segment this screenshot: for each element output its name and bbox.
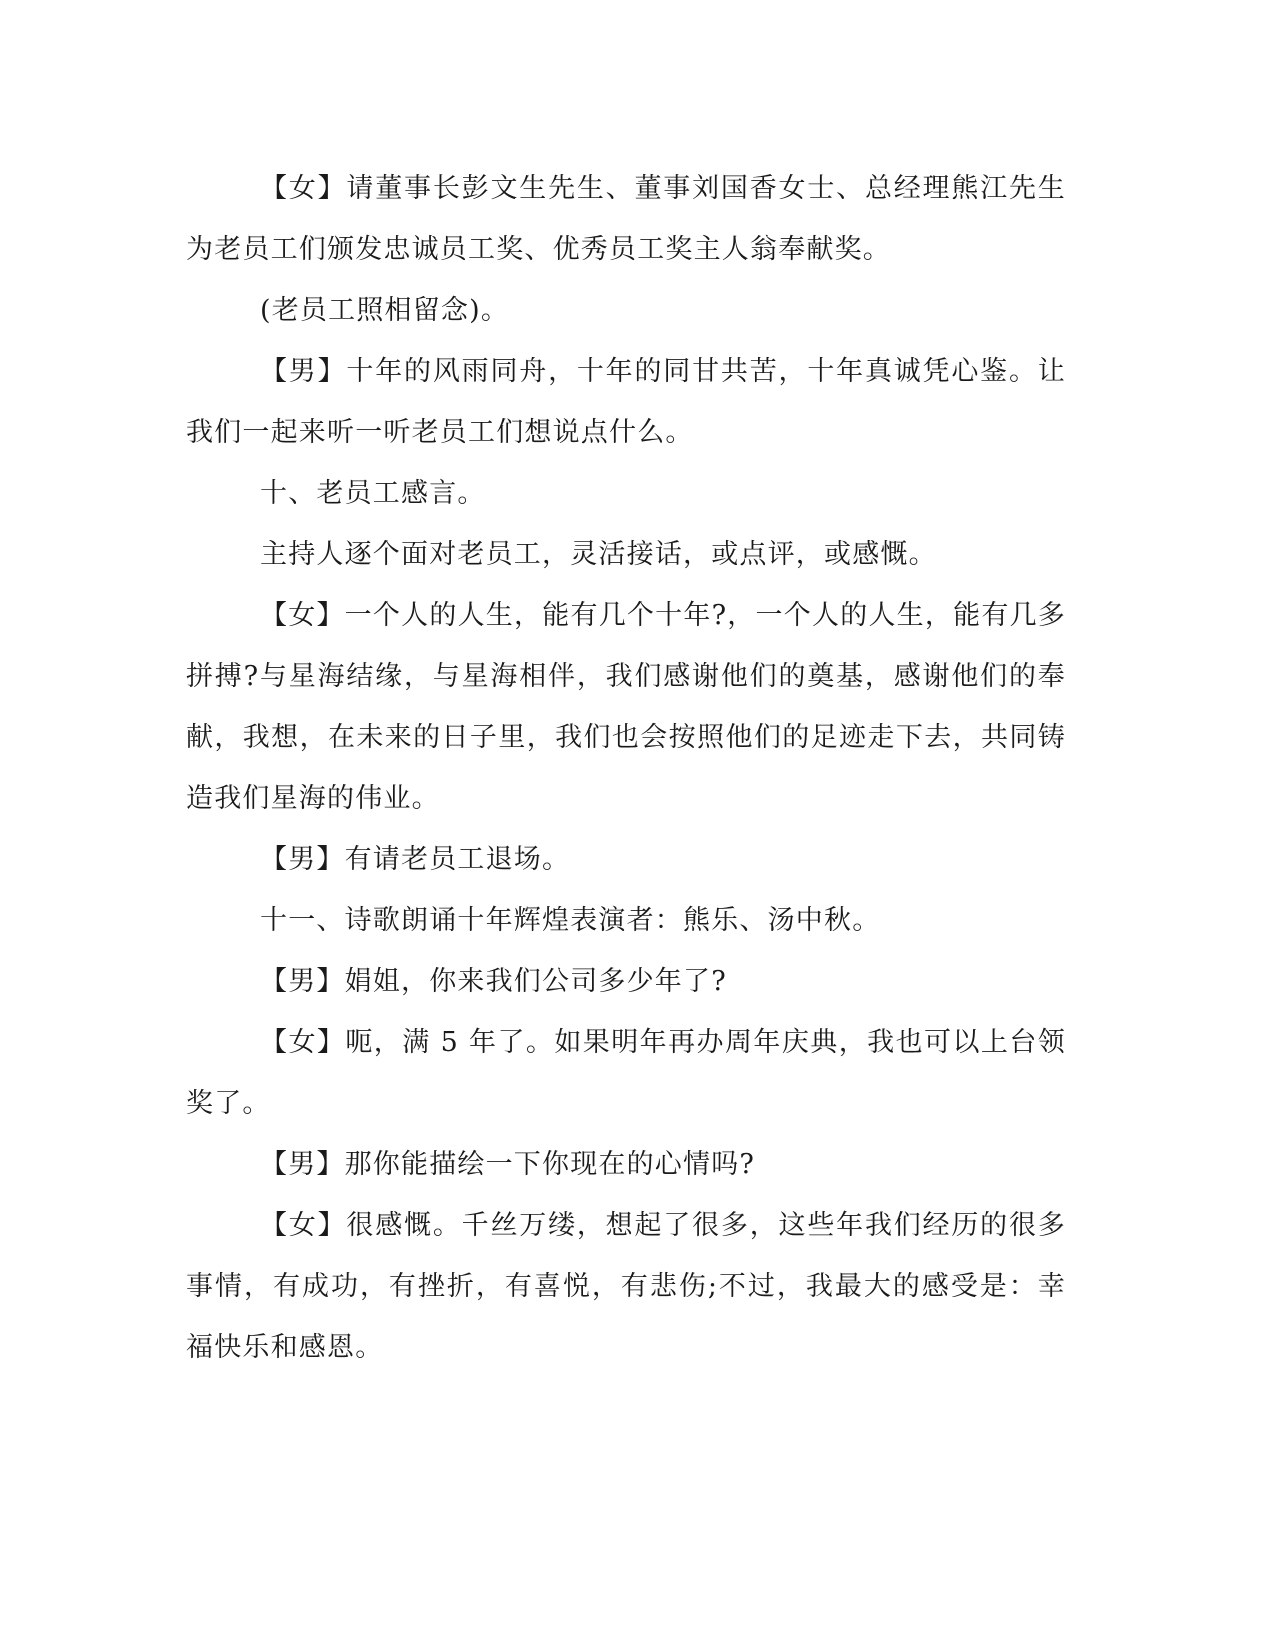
paragraph-life-decades: 【女】一个人的人生，能有几个十年?，一个人的人生，能有几多拼搏?与星海结缘，与星海相伴，我们感谢他们的奠基，感谢他们的奉献，我想，在未来的日子里，我们也会按照他们的足迹走下去，共同铸造我们星海的伟业。 [186,600,1066,814]
paragraph-host-instruction: 主持人逐个面对老员工，灵活接话，或点评，或感慨。 [260,539,937,570]
paragraph-question-mood: 【男】那你能描绘一下你现在的心情吗? [260,1149,756,1180]
section-heading-veteran-speech: 十、老员工感言。 [260,478,486,509]
document-body [186,158,1066,1378]
paragraph-ten-years: 【男】十年的风雨同舟，十年的同甘共苦，十年真诚凭心鉴。让我们一起来听一听老员工们想说点什么。 [186,356,1066,448]
section-heading-poetry-recital: 十一、诗歌朗诵十年辉煌表演者：熊乐、汤中秋。 [260,905,881,936]
paragraph-answer-mood: 【女】很感慨。千丝万缕，想起了很多，这些年我们经历的很多事情，有成功，有挫折，有喜悦，有悲伤;不过，我最大的感受是：幸福快乐和感恩。 [186,1210,1066,1363]
paragraph-question-years: 【男】娟姐，你来我们公司多少年了? [260,966,727,997]
paragraph-answer-five-years: 【女】呃，满 5 年了。如果明年再办周年庆典，我也可以上台领奖了。 [186,1027,1066,1119]
paragraph-photo-note: (老员工照相留念)。 [260,295,510,326]
paragraph-veterans-exit: 【男】有请老员工退场。 [260,844,571,875]
paragraph-award-invitation: 【女】请董事长彭文生先生、董事刘国香女士、总经理熊江先生为老员工们颁发忠诚员工奖、优秀员工奖主人翁奉献奖。 [186,173,1066,265]
